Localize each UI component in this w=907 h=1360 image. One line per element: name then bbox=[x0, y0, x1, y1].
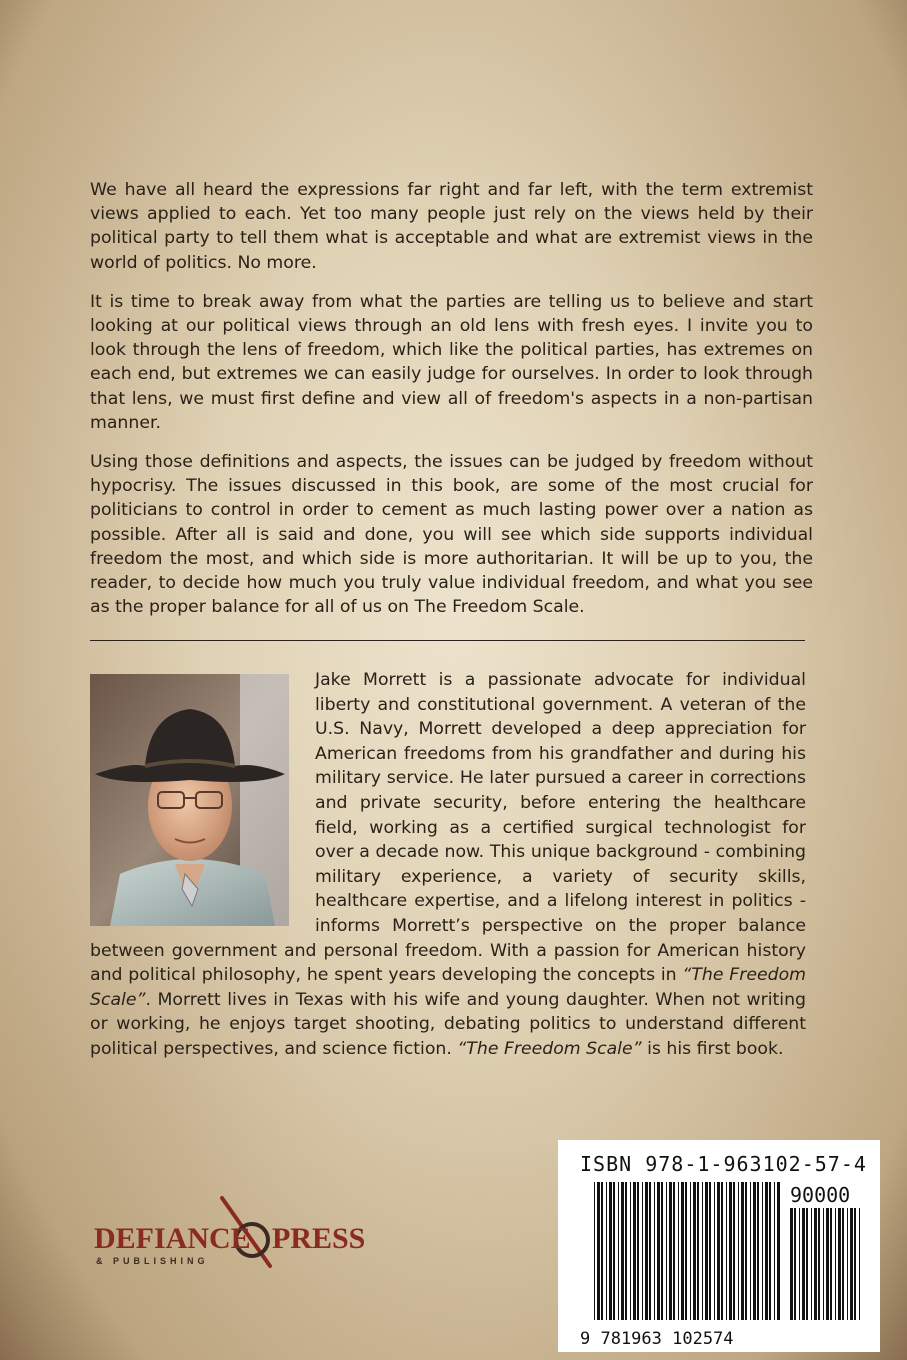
isbn-label: ISBN 978-1-963102-57-4 bbox=[580, 1152, 867, 1176]
barcode-bar bbox=[637, 1182, 639, 1320]
barcode-bar bbox=[835, 1208, 836, 1320]
barcode-bar bbox=[645, 1182, 648, 1320]
barcode-bar bbox=[606, 1182, 607, 1320]
ean-bars bbox=[594, 1182, 780, 1320]
publisher-subtitle: & PUBLISHING bbox=[96, 1256, 209, 1266]
barcode-bar bbox=[625, 1182, 627, 1320]
bio-part-3: is his first book. bbox=[641, 1038, 784, 1059]
barcode-bar bbox=[685, 1182, 687, 1320]
blurb-paragraph-2: It is time to break away from what the parties are telling us to believe and start looking at our political views through an old lens with fresh eyes. I invite you to look through the lens of freedom, which like the political parties, has extremes on each end, but extremes we can easily judge for ourselves. In order to look through that lens, we must first define and view all of freedom's aspects in a non-partisan manner. bbox=[90, 291, 813, 433]
price-code: 90000 bbox=[790, 1183, 851, 1207]
author-bio bbox=[90, 668, 806, 1062]
barcode-bar bbox=[799, 1208, 800, 1320]
barcode-bar bbox=[654, 1182, 655, 1320]
barcode-bar bbox=[721, 1182, 723, 1320]
barcode-bar bbox=[769, 1182, 771, 1320]
price-addon-bars bbox=[790, 1208, 860, 1320]
publisher-name-left: DEFIANCE bbox=[94, 1222, 251, 1255]
barcode-bar bbox=[765, 1182, 768, 1320]
author-photo bbox=[90, 674, 289, 926]
barcode-bar bbox=[733, 1182, 735, 1320]
barcode-bar bbox=[726, 1182, 727, 1320]
barcode-bar bbox=[709, 1182, 711, 1320]
barcode-bar bbox=[774, 1182, 775, 1320]
barcode-bar bbox=[802, 1208, 805, 1320]
publisher-name-right: PRESS bbox=[272, 1222, 366, 1255]
bio-part-1: Jake Morrett is a passionate advocate for individual liberty and constitutional government. A veteran of the U.S. Navy, Morrett developed a deep appreciation for American freedoms from his grandfather and during his military service. He later pursued a career in corrections and private security, before entering the healthcare field, working as a certified surgical technologist for over a decade now. This unique background - combining military experience, a variety of security skills, healthcare expertise, and a lifelong interest in politics - informs Morrett’s perspective on the proper balance between government and personal freedom. With a passion for American history and political philosophy, he spent years developing the concepts in bbox=[90, 670, 806, 986]
barcode-bar bbox=[613, 1182, 615, 1320]
barcode-bar bbox=[673, 1182, 675, 1320]
barcode-bar bbox=[762, 1182, 763, 1320]
barcode-bar bbox=[661, 1182, 663, 1320]
bio-part-2: . Morrett lives in Texas with his wife and young daughter. When not writing or working, he enjoys target shooting, debating politics to understand different political perspectives, and science fiction. bbox=[90, 989, 806, 1059]
barcode-bar bbox=[705, 1182, 708, 1320]
barcode-bar bbox=[811, 1208, 812, 1320]
barcode-bar bbox=[697, 1182, 699, 1320]
barcode-bar bbox=[630, 1182, 631, 1320]
barcode-bar bbox=[757, 1182, 759, 1320]
barcode-bar bbox=[657, 1182, 660, 1320]
barcode-bar bbox=[842, 1208, 844, 1320]
barcode-bar bbox=[681, 1182, 684, 1320]
barcode-bar bbox=[847, 1208, 848, 1320]
barcode-bar bbox=[741, 1182, 744, 1320]
barcode-bar bbox=[678, 1182, 679, 1320]
barcode-bar bbox=[714, 1182, 715, 1320]
barcode-bar bbox=[633, 1182, 636, 1320]
barcode-bar bbox=[738, 1182, 739, 1320]
barcode-bar bbox=[594, 1182, 595, 1320]
barcode-bar bbox=[830, 1208, 832, 1320]
barcode-bar bbox=[826, 1208, 829, 1320]
section-divider bbox=[90, 640, 805, 641]
book-blurb bbox=[90, 178, 813, 634]
barcode-bar bbox=[666, 1182, 667, 1320]
barcode-bar bbox=[859, 1208, 860, 1320]
barcode-bar bbox=[745, 1182, 747, 1320]
barcode-bar bbox=[618, 1182, 619, 1320]
barcode-bar bbox=[642, 1182, 643, 1320]
barcode-bar bbox=[814, 1208, 817, 1320]
book-title-mention-2: “The Freedom Scale” bbox=[457, 1038, 642, 1059]
barcode-bar bbox=[690, 1182, 691, 1320]
barcode-bar bbox=[601, 1182, 603, 1320]
barcode-bar bbox=[750, 1182, 751, 1320]
book-title-mention-1: “The Freedom Scale” bbox=[90, 965, 806, 1010]
barcode-bar bbox=[777, 1182, 780, 1320]
barcode-bar bbox=[597, 1182, 600, 1320]
barcode-bar bbox=[609, 1182, 612, 1320]
barcode-bar bbox=[838, 1208, 841, 1320]
barcode-panel bbox=[558, 1140, 880, 1352]
barcode-bar bbox=[854, 1208, 856, 1320]
barcode-bar bbox=[753, 1182, 756, 1320]
barcode-bar bbox=[717, 1182, 720, 1320]
barcode-bar bbox=[649, 1182, 651, 1320]
barcode-bar bbox=[794, 1208, 796, 1320]
barcode-bar bbox=[702, 1182, 703, 1320]
ean-digits: 9 781963 102574 bbox=[580, 1329, 734, 1349]
publisher-logo bbox=[90, 1192, 380, 1272]
barcode-bar bbox=[729, 1182, 732, 1320]
barcode-bar bbox=[669, 1182, 672, 1320]
barcode-bar bbox=[850, 1208, 853, 1320]
barcode-bar bbox=[621, 1182, 624, 1320]
barcode-bar bbox=[823, 1208, 824, 1320]
blurb-paragraph-3: Using those definitions and aspects, the issues can be judged by freedom without hypocrisy. The issues discussed in this book, are some of the most crucial for politicians to control in order to cement as much lasting power over a nation as possible. After all is said and done, you will see which side supports individual freedom the most, and which side is more authoritarian. It will be up to you, the reader, to decide how much you truly value individual freedom, and what you see as the proper balance for all of us on The Freedom Scale. bbox=[90, 452, 813, 618]
barcode-bar bbox=[693, 1182, 696, 1320]
barcode-bar bbox=[790, 1208, 793, 1320]
barcode-bar bbox=[806, 1208, 808, 1320]
blurb-paragraph-1: We have all heard the expressions far right and far left, with the term extremist views applied to each. Yet too many people just rely on the views held by their political party to tell them what is acceptable and what are extremist views in the world of politics. No more. bbox=[90, 180, 813, 273]
barcode-bar bbox=[818, 1208, 820, 1320]
